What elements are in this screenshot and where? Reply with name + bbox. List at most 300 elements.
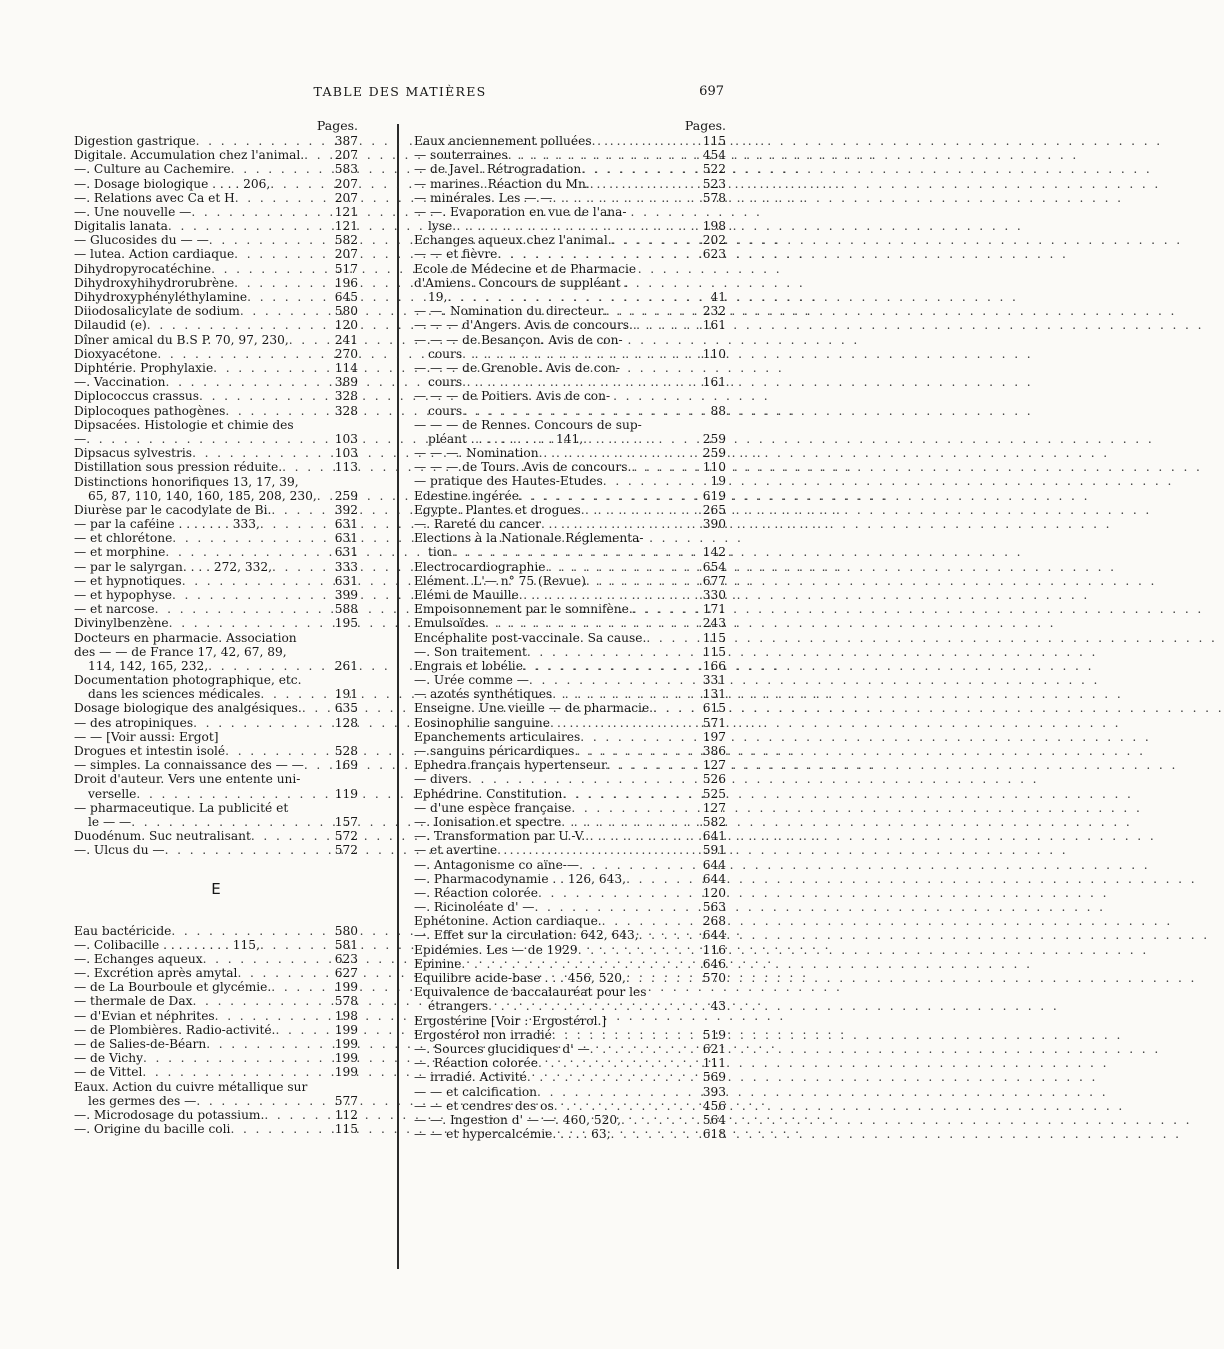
index-entry bbox=[414, 489, 726, 503]
leader-dots bbox=[272, 560, 330, 574]
entry-text: —. Réaction colorée bbox=[414, 1056, 538, 1071]
entry-text: —. Microdosage du potassium. bbox=[74, 1107, 265, 1122]
entry-page: 199 bbox=[334, 980, 358, 995]
leader-dots bbox=[196, 134, 330, 148]
leader-dots bbox=[574, 744, 698, 758]
section-letter: E bbox=[211, 879, 221, 898]
right-column bbox=[414, 118, 726, 1141]
entry-text: Ephétonine. Action cardiaque. bbox=[414, 914, 602, 929]
entry-page: 112 bbox=[334, 1107, 358, 1122]
entry-page: 120 bbox=[334, 318, 358, 333]
entry-text: — et narcose bbox=[74, 602, 155, 617]
entry-page: 389 bbox=[334, 375, 358, 390]
index-entry bbox=[414, 588, 726, 602]
index-entry bbox=[74, 134, 358, 148]
index-entry bbox=[74, 489, 358, 503]
entry-text: —. Excrétion après amytal bbox=[74, 966, 238, 981]
entry-text: — — — de Tours. Avis de concours. bbox=[414, 460, 632, 475]
index-entry: Droit d'auteur. Vers une entente uni- bbox=[74, 772, 301, 787]
entry-page: 115 bbox=[702, 133, 726, 148]
index-entry bbox=[414, 702, 726, 716]
index-entry bbox=[414, 290, 726, 304]
index-entry: — — — de Rennes. Concours de sup- bbox=[414, 417, 642, 432]
index-entry bbox=[414, 1028, 726, 1042]
leader-dots bbox=[519, 588, 698, 602]
leader-dots bbox=[539, 446, 698, 460]
leader-dots bbox=[508, 148, 698, 162]
entry-page: 582 bbox=[334, 233, 358, 248]
entry-page: 577 bbox=[334, 1093, 358, 1108]
entry-text: Diplocoques pathogènes bbox=[74, 403, 226, 418]
leader-dots bbox=[626, 971, 698, 985]
entry-text: — —. Ingestion d' — —. 460, 520, bbox=[414, 1112, 621, 1127]
index-entry bbox=[74, 574, 358, 588]
leader-dots bbox=[171, 924, 330, 938]
leader-dots bbox=[168, 219, 330, 233]
index-entry bbox=[74, 290, 358, 304]
entry-page: 654 bbox=[702, 559, 726, 574]
entry-text: Drogues et intestin isolé bbox=[74, 744, 226, 759]
entry-page: 207 bbox=[334, 148, 358, 163]
entry-page: 103 bbox=[334, 446, 358, 461]
entry-text: Elémi de Mauille bbox=[414, 587, 519, 602]
leader-dots bbox=[304, 758, 330, 772]
entry-page: 581 bbox=[334, 937, 358, 952]
entry-page: 519 bbox=[702, 1027, 726, 1042]
index-entry bbox=[414, 191, 726, 205]
entry-page: 525 bbox=[702, 786, 726, 801]
entry-text: — lutea. Action cardiaque bbox=[74, 247, 235, 262]
leader-dots bbox=[552, 1028, 698, 1042]
leader-dots bbox=[275, 1023, 330, 1037]
entry-page: 523 bbox=[702, 176, 726, 191]
leader-dots bbox=[165, 545, 330, 559]
index-entry bbox=[414, 177, 726, 191]
index-entry bbox=[414, 404, 726, 418]
entry-text: —. Ricinoléate d' — bbox=[414, 900, 535, 915]
entry-page: 631 bbox=[334, 517, 358, 532]
entry-text: —. Dosage biologique . . . . 206, bbox=[74, 176, 271, 191]
entry-text: Ephedra français hypertenseur bbox=[414, 758, 607, 773]
index-entry bbox=[74, 248, 358, 262]
index-entry bbox=[414, 446, 726, 460]
entry-page: 392 bbox=[334, 502, 358, 517]
entry-text: Dîner amical du B.S P. 70, 97, 230, bbox=[74, 332, 289, 347]
leader-dots bbox=[230, 1122, 330, 1136]
entry-text: — et chlorétone bbox=[74, 531, 173, 546]
index-entry bbox=[74, 219, 358, 233]
leader-dots bbox=[527, 645, 698, 659]
entry-text: 65, 87, 110, 140, 160, 185, 208, 230, bbox=[88, 488, 317, 503]
index-entry bbox=[74, 318, 358, 332]
index-entry bbox=[74, 687, 358, 701]
index-entry bbox=[74, 815, 358, 829]
index-entry bbox=[414, 957, 726, 971]
entry-page: 572 bbox=[334, 829, 358, 844]
entry-page: 270 bbox=[334, 346, 358, 361]
entry-page: 331 bbox=[702, 673, 726, 688]
entry-page: 199 bbox=[334, 1037, 358, 1052]
leader-dots bbox=[590, 1042, 698, 1056]
leader-dots bbox=[264, 1108, 330, 1122]
entry-text: Enseigne. Une vieille — de pharmacie. bbox=[414, 701, 654, 716]
entry-text: — — et fièvre bbox=[414, 247, 498, 262]
index-entry bbox=[414, 758, 726, 772]
entry-page: 631 bbox=[334, 531, 358, 546]
leader-dots bbox=[485, 616, 698, 630]
index-entry bbox=[74, 1009, 358, 1023]
index-entry bbox=[414, 631, 726, 645]
entry-text: Distillation sous pression réduite. bbox=[74, 460, 283, 475]
entry-text: Emulsoïdes bbox=[414, 616, 485, 631]
entry-page: 588 bbox=[334, 602, 358, 617]
entry-page: 454 bbox=[702, 148, 726, 163]
entry-page: 615 bbox=[702, 701, 726, 716]
entry-page: 199 bbox=[334, 1022, 358, 1037]
entry-text: —. Colibacille . . . . . . . . . 115, bbox=[74, 937, 260, 952]
leader-dots bbox=[529, 673, 698, 687]
index-entry bbox=[414, 1099, 726, 1113]
leader-dots bbox=[631, 460, 698, 474]
entry-text: — — et cendres des os bbox=[414, 1098, 554, 1113]
entry-page: 88 bbox=[710, 403, 726, 418]
index-entry bbox=[414, 645, 726, 659]
index-entry bbox=[414, 815, 726, 829]
entry-page: 644 bbox=[702, 857, 726, 872]
index-entry bbox=[414, 517, 726, 531]
entry-page: 127 bbox=[702, 758, 726, 773]
page-header bbox=[0, 84, 800, 102]
entry-text: — et hypophyse bbox=[74, 587, 172, 602]
entry-text: —. Urée comme — bbox=[414, 673, 529, 688]
index-entry bbox=[414, 801, 726, 815]
entry-page: 232 bbox=[702, 304, 726, 319]
index-entry bbox=[414, 1085, 726, 1099]
leader-dots bbox=[213, 361, 330, 375]
leader-dots bbox=[621, 1113, 698, 1127]
leader-dots bbox=[562, 787, 698, 801]
index-entry bbox=[414, 772, 726, 786]
entry-page: 261 bbox=[334, 658, 358, 673]
index-entry bbox=[414, 687, 726, 701]
leader-dots bbox=[612, 233, 698, 247]
entry-text: — de Vittel bbox=[74, 1065, 143, 1080]
index-entry bbox=[74, 924, 358, 938]
leader-dots bbox=[234, 276, 330, 290]
index-entry bbox=[414, 134, 726, 148]
entry-text: — de La Bourboule et glycémie. bbox=[74, 980, 272, 995]
entry-page: 333 bbox=[334, 559, 358, 574]
entry-page: 197 bbox=[702, 729, 726, 744]
entry-page: 110 bbox=[702, 346, 726, 361]
index-entry bbox=[74, 602, 358, 616]
leader-dots bbox=[633, 602, 698, 616]
index-entry bbox=[74, 1037, 358, 1051]
entry-page: 161 bbox=[702, 318, 726, 333]
entry-page: 526 bbox=[702, 772, 726, 787]
entry-text: — — — d'Angers. Avis de concours. bbox=[414, 318, 633, 333]
leader-dots bbox=[270, 177, 330, 191]
index-entry bbox=[74, 432, 358, 446]
index-entry bbox=[414, 858, 726, 872]
entry-page: 171 bbox=[702, 602, 726, 617]
leader-dots bbox=[590, 177, 698, 191]
entry-page: 328 bbox=[334, 389, 358, 404]
index-entry: Ecole de Médecine et de Pharmacie bbox=[414, 261, 637, 276]
entry-text: —. Ulcus du — bbox=[74, 843, 165, 858]
index-entry bbox=[74, 716, 358, 730]
entry-page: 569 bbox=[702, 1070, 726, 1085]
entry-page: 207 bbox=[334, 247, 358, 262]
index-entry bbox=[414, 673, 726, 687]
entry-text: — d'Evian et néphrites bbox=[74, 1008, 215, 1023]
entry-page: 387 bbox=[334, 133, 358, 148]
index-entry bbox=[414, 162, 726, 176]
leader-dots bbox=[86, 432, 330, 446]
index-entry bbox=[414, 929, 726, 943]
entry-page: 116 bbox=[702, 942, 726, 957]
leader-dots bbox=[583, 432, 698, 446]
entry-page: 196 bbox=[334, 275, 358, 290]
entry-text: — simples. La connaissance des — — bbox=[74, 758, 304, 773]
leader-dots bbox=[462, 347, 698, 361]
leader-dots bbox=[251, 829, 330, 843]
entry-text: lyse bbox=[428, 219, 453, 234]
leader-dots bbox=[535, 900, 699, 914]
leader-dots bbox=[302, 701, 330, 715]
leader-dots bbox=[488, 999, 698, 1013]
leader-dots bbox=[579, 858, 698, 872]
index-entry: — — — de Grenoble. Avis de con- bbox=[414, 361, 620, 375]
index-entry bbox=[74, 446, 358, 460]
entry-text: Encéphalite post-vaccinale. Sa cause. bbox=[414, 630, 647, 645]
entry-page: 393 bbox=[702, 1084, 726, 1099]
index-entry: Eaux. Action du cuivre métallique sur bbox=[74, 1079, 308, 1094]
index-entry bbox=[414, 787, 726, 801]
entry-page: 199 bbox=[334, 1051, 358, 1066]
entry-page: 618 bbox=[702, 1127, 726, 1142]
entry-text: —. Effet sur la circulation. 642, 643, bbox=[414, 928, 639, 943]
entry-text: —. Vaccination bbox=[74, 375, 166, 390]
index-entry: Dipsacées. Histologie et chimie des bbox=[74, 417, 294, 432]
entry-text: tion bbox=[428, 545, 452, 560]
entry-page: 623 bbox=[334, 951, 358, 966]
entry-text: —. Antagonisme co aïne-— bbox=[414, 857, 580, 872]
entry-page: 195 bbox=[334, 616, 358, 631]
entry-page: 114 bbox=[334, 360, 358, 375]
leader-dots bbox=[519, 489, 698, 503]
entry-page: 265 bbox=[702, 502, 726, 517]
entry-text: — de Javel. Rétrogradation bbox=[414, 162, 582, 177]
entry-page: 142 bbox=[702, 545, 726, 560]
index-entry bbox=[414, 304, 726, 318]
index-entry bbox=[74, 233, 358, 247]
entry-page: 115 bbox=[702, 630, 726, 645]
entry-page: 113 bbox=[334, 460, 358, 475]
entry-text: les germes des — bbox=[88, 1093, 197, 1108]
leader-dots bbox=[523, 659, 698, 673]
leader-dots bbox=[554, 1099, 698, 1113]
entry-page: 169 bbox=[334, 758, 358, 773]
index-entry bbox=[74, 503, 358, 517]
index-entry bbox=[74, 531, 358, 545]
leader-dots bbox=[461, 957, 698, 971]
leader-dots bbox=[203, 952, 330, 966]
entry-text: — Glucosides du — — bbox=[74, 233, 209, 248]
index-entry bbox=[414, 900, 726, 914]
entry-page: 330 bbox=[702, 587, 726, 602]
entry-page: 572 bbox=[334, 843, 358, 858]
leader-dots bbox=[580, 730, 698, 744]
index-entry bbox=[414, 1070, 726, 1084]
leader-dots bbox=[538, 886, 698, 900]
entry-page: 43 bbox=[710, 999, 726, 1014]
index-entry bbox=[74, 333, 358, 347]
entry-text: — et morphine bbox=[74, 545, 166, 560]
entry-page: 591 bbox=[702, 843, 726, 858]
index-entry bbox=[74, 616, 358, 630]
leader-dots bbox=[639, 928, 698, 942]
entry-page: 563 bbox=[702, 900, 726, 915]
entry-page: 121 bbox=[334, 204, 358, 219]
index-entry bbox=[74, 262, 358, 276]
index-entry bbox=[414, 248, 726, 262]
index-entry bbox=[74, 758, 358, 772]
index-entry bbox=[414, 432, 726, 446]
entry-page: 207 bbox=[334, 176, 358, 191]
entry-page: 619 bbox=[702, 488, 726, 503]
entry-page: 120 bbox=[702, 885, 726, 900]
index-entry bbox=[74, 148, 358, 162]
entry-page: 641 bbox=[702, 829, 726, 844]
entry-page: 243 bbox=[702, 616, 726, 631]
index-entry bbox=[414, 233, 726, 247]
index-entry bbox=[414, 375, 726, 389]
leader-dots bbox=[193, 716, 330, 730]
entry-text: Dosage biologique des analgésiques. bbox=[74, 701, 302, 716]
index-entry bbox=[74, 276, 358, 290]
entry-page: 241 bbox=[334, 332, 358, 347]
index-entry bbox=[74, 361, 358, 375]
entry-page: 121 bbox=[334, 219, 358, 234]
entry-page: 578 bbox=[702, 190, 726, 205]
entry-text: — par la caféine . . . . . . . 333, bbox=[74, 517, 260, 532]
entry-text: Epanchements articulaires bbox=[414, 729, 581, 744]
entry-text: Eosinophilie sanguine bbox=[414, 715, 550, 730]
entry-text: — — et calcification bbox=[414, 1084, 538, 1099]
entry-text: —. Origine du bacille coli bbox=[74, 1122, 231, 1137]
entry-text: le — — bbox=[88, 814, 132, 829]
left-column bbox=[74, 118, 358, 1136]
entry-page: 191 bbox=[334, 687, 358, 702]
leader-dots bbox=[260, 517, 330, 531]
index-entry bbox=[74, 1108, 358, 1122]
index-entry bbox=[74, 304, 358, 318]
index-entry bbox=[74, 1051, 358, 1065]
leader-dots bbox=[633, 318, 698, 332]
index-entry: — — — de Besançon. Avis de con- bbox=[414, 332, 623, 347]
leader-dots bbox=[646, 631, 698, 645]
leader-dots bbox=[552, 191, 698, 205]
running-title: TABLE DES MATIÈRES bbox=[313, 84, 487, 99]
index-entry bbox=[74, 952, 358, 966]
index-entry bbox=[74, 404, 358, 418]
index-entry bbox=[74, 205, 358, 219]
leader-dots bbox=[235, 191, 330, 205]
index-entry bbox=[74, 744, 358, 758]
index-entry bbox=[414, 460, 726, 474]
entry-page: 456 bbox=[702, 1098, 726, 1113]
entry-page: 157 bbox=[334, 814, 358, 829]
entry-page: 115 bbox=[702, 644, 726, 659]
entry-text: Equilibre acide-base . . . 456, 520, bbox=[414, 971, 626, 986]
entry-text: —. Son traitement bbox=[414, 644, 527, 659]
entry-page: 19 bbox=[710, 474, 726, 489]
entry-text: — et hypnotiques bbox=[74, 573, 182, 588]
entry-page: 127 bbox=[702, 800, 726, 815]
entry-text: —. Echanges aqueux bbox=[74, 951, 203, 966]
index-entry bbox=[74, 545, 358, 559]
entry-page: 128 bbox=[334, 715, 358, 730]
entry-page: 528 bbox=[334, 744, 358, 759]
index-entry bbox=[414, 744, 726, 758]
entry-text: Edestine ingérée bbox=[414, 488, 519, 503]
leader-dots bbox=[606, 304, 698, 318]
leader-dots bbox=[585, 829, 698, 843]
index-entry: — —. Evaporation en vue de l'ana- bbox=[414, 204, 627, 219]
entry-text: verselle bbox=[88, 786, 137, 801]
leader-dots bbox=[546, 560, 698, 574]
index-entry bbox=[74, 347, 358, 361]
index-entry bbox=[74, 1094, 358, 1108]
entry-page: 631 bbox=[334, 545, 358, 560]
page-number: 697 bbox=[699, 84, 724, 99]
entry-text: Epinine bbox=[414, 956, 462, 971]
entry-text: Diurèse par le cacodylate de Bi. bbox=[74, 502, 272, 517]
entry-page: 259 bbox=[334, 488, 358, 503]
entry-text: dans les sciences médicales bbox=[88, 687, 261, 702]
entry-page: 110 bbox=[702, 460, 726, 475]
entries-e-continued bbox=[414, 134, 726, 1141]
leader-dots bbox=[165, 843, 330, 857]
leader-dots bbox=[317, 489, 330, 503]
entry-page: 580 bbox=[334, 304, 358, 319]
entry-text: Divinylbenzène bbox=[74, 616, 169, 631]
entry-text: — de Salies-de-Béarn bbox=[74, 1037, 207, 1052]
entry-text: Dihydroxyhihydrorubrène bbox=[74, 275, 235, 290]
leader-dots bbox=[289, 333, 330, 347]
index-entry bbox=[74, 517, 358, 531]
entry-page: 645 bbox=[334, 290, 358, 305]
entry-page: 644 bbox=[702, 871, 726, 886]
entry-page: 115 bbox=[334, 1122, 358, 1137]
leader-dots bbox=[247, 290, 330, 304]
index-entry bbox=[414, 1042, 726, 1056]
leader-dots bbox=[209, 233, 330, 247]
leader-dots bbox=[240, 304, 330, 318]
index-entry bbox=[414, 545, 726, 559]
entry-text: —. Sources glucidiques d' — bbox=[414, 1041, 590, 1056]
leader-dots bbox=[142, 1065, 330, 1079]
entry-page: 259 bbox=[702, 446, 726, 461]
index-entry: Docteurs en pharmacie. Association bbox=[74, 630, 297, 645]
entry-text: Ephédrine. Constitution bbox=[414, 786, 563, 801]
entry-text: Egypte. Plantes et drogues bbox=[414, 502, 581, 517]
entry-page: 580 bbox=[334, 923, 358, 938]
index-entry bbox=[414, 886, 726, 900]
index-entry bbox=[74, 995, 358, 1009]
entry-page: 635 bbox=[334, 701, 358, 716]
